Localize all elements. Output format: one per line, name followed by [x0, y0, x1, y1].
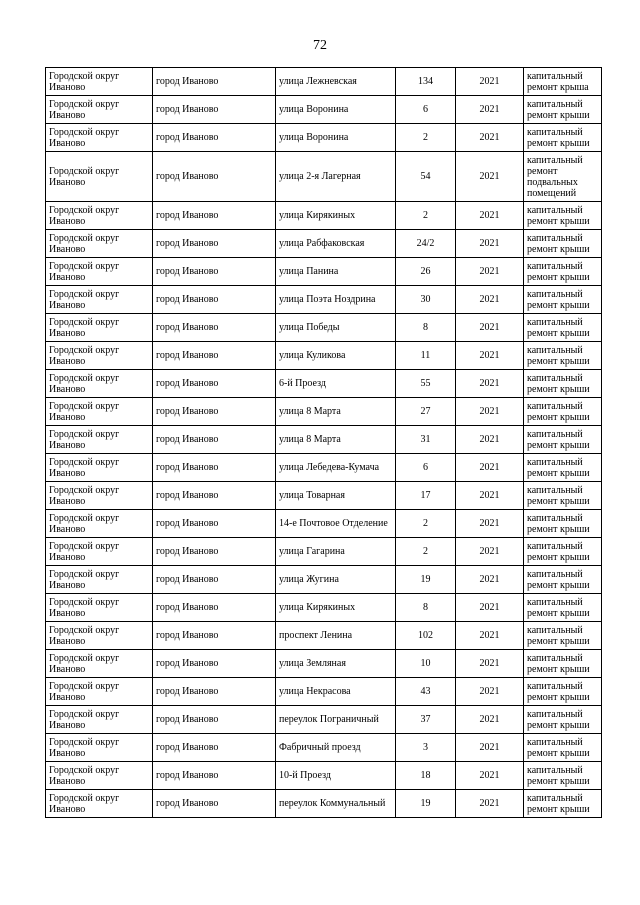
- street-cell: улица Кирякиных: [276, 202, 396, 230]
- year-cell: 2021: [456, 454, 524, 482]
- street-cell: улица 2-я Лагерная: [276, 152, 396, 202]
- house-number-cell: 30: [396, 286, 456, 314]
- city-cell: город Иваново: [153, 622, 276, 650]
- work-type-cell: капитальный ремонт крыши: [524, 314, 602, 342]
- house-number-cell: 10: [396, 650, 456, 678]
- street-cell: улица Кирякиных: [276, 594, 396, 622]
- city-cell: город Иваново: [153, 706, 276, 734]
- district-cell: Городской округ Иваново: [46, 202, 153, 230]
- year-cell: 2021: [456, 258, 524, 286]
- street-cell: улица Поэта Ноздрина: [276, 286, 396, 314]
- street-cell: улица Победы: [276, 314, 396, 342]
- table-row: [46, 68, 602, 96]
- city-cell: город Иваново: [153, 286, 276, 314]
- year-cell: 2021: [456, 152, 524, 202]
- work-type-cell: капитальный ремонт крыши: [524, 650, 602, 678]
- house-number-cell: 2: [396, 510, 456, 538]
- district-cell: Городской округ Иваново: [46, 622, 153, 650]
- city-cell: город Иваново: [153, 538, 276, 566]
- work-type-cell: капитальный ремонт крыша: [524, 68, 602, 96]
- district-cell: Городской округ Иваново: [46, 426, 153, 454]
- district-cell: Городской округ Иваново: [46, 678, 153, 706]
- district-cell: Городской округ Иваново: [46, 482, 153, 510]
- district-cell: Городской округ Иваново: [46, 124, 153, 152]
- street-cell: улица Куликова: [276, 342, 396, 370]
- table-row: [46, 426, 602, 454]
- district-cell: Городской округ Иваново: [46, 314, 153, 342]
- city-cell: город Иваново: [153, 124, 276, 152]
- work-type-cell: капитальный ремонт крыши: [524, 622, 602, 650]
- table-row: [46, 370, 602, 398]
- work-type-cell: капитальный ремонт крыши: [524, 426, 602, 454]
- house-number-cell: 6: [396, 454, 456, 482]
- district-cell: Городской округ Иваново: [46, 650, 153, 678]
- table-row: [46, 482, 602, 510]
- district-cell: Городской округ Иваново: [46, 706, 153, 734]
- work-type-cell: капитальный ремонт крыши: [524, 96, 602, 124]
- work-type-cell: капитальный ремонт крыши: [524, 454, 602, 482]
- table-row: [46, 734, 602, 762]
- house-number-cell: 102: [396, 622, 456, 650]
- table-row: [46, 342, 602, 370]
- work-type-cell: капитальный ремонт крыши: [524, 258, 602, 286]
- house-number-cell: 24/2: [396, 230, 456, 258]
- city-cell: город Иваново: [153, 790, 276, 818]
- street-cell: проспект Ленина: [276, 622, 396, 650]
- work-type-cell: капитальный ремонт крыши: [524, 286, 602, 314]
- year-cell: 2021: [456, 426, 524, 454]
- year-cell: 2021: [456, 594, 524, 622]
- table-row: [46, 230, 602, 258]
- district-cell: Городской округ Иваново: [46, 594, 153, 622]
- house-number-cell: 19: [396, 790, 456, 818]
- city-cell: город Иваново: [153, 678, 276, 706]
- house-number-cell: 27: [396, 398, 456, 426]
- house-number-cell: 8: [396, 594, 456, 622]
- district-cell: Городской округ Иваново: [46, 342, 153, 370]
- work-type-cell: капитальный ремонт крыши: [524, 594, 602, 622]
- street-cell: улица Лежневская: [276, 68, 396, 96]
- table-row: [46, 566, 602, 594]
- street-cell: 6-й Проезд: [276, 370, 396, 398]
- work-type-cell: капитальный ремонт крыши: [524, 566, 602, 594]
- city-cell: город Иваново: [153, 482, 276, 510]
- city-cell: город Иваново: [153, 398, 276, 426]
- street-cell: улица Некрасова: [276, 678, 396, 706]
- house-number-cell: 37: [396, 706, 456, 734]
- year-cell: 2021: [456, 482, 524, 510]
- table-row: [46, 454, 602, 482]
- district-cell: Городской округ Иваново: [46, 734, 153, 762]
- year-cell: 2021: [456, 566, 524, 594]
- table-row: [46, 622, 602, 650]
- work-type-cell: капитальный ремонт крыши: [524, 230, 602, 258]
- street-cell: улица Воронина: [276, 124, 396, 152]
- city-cell: город Иваново: [153, 258, 276, 286]
- table-row: [46, 790, 602, 818]
- work-type-cell: капитальный ремонт крыши: [524, 482, 602, 510]
- house-number-cell: 3: [396, 734, 456, 762]
- street-cell: улица Земляная: [276, 650, 396, 678]
- work-type-cell: капитальный ремонт крыши: [524, 790, 602, 818]
- house-number-cell: 18: [396, 762, 456, 790]
- house-number-cell: 19: [396, 566, 456, 594]
- year-cell: 2021: [456, 650, 524, 678]
- page-number: 72: [313, 38, 327, 53]
- year-cell: 2021: [456, 68, 524, 96]
- year-cell: 2021: [456, 762, 524, 790]
- table-row: [46, 258, 602, 286]
- table-row: [46, 398, 602, 426]
- district-cell: Городской округ Иваново: [46, 454, 153, 482]
- year-cell: 2021: [456, 790, 524, 818]
- city-cell: город Иваново: [153, 202, 276, 230]
- street-cell: улица Панина: [276, 258, 396, 286]
- house-number-cell: 11: [396, 342, 456, 370]
- district-cell: Городской округ Иваново: [46, 538, 153, 566]
- district-cell: Городской округ Иваново: [46, 370, 153, 398]
- city-cell: город Иваново: [153, 152, 276, 202]
- district-cell: Городской округ Иваново: [46, 230, 153, 258]
- district-cell: Городской округ Иваново: [46, 96, 153, 124]
- district-cell: Городской округ Иваново: [46, 762, 153, 790]
- year-cell: 2021: [456, 370, 524, 398]
- house-number-cell: 8: [396, 314, 456, 342]
- house-number-cell: 55: [396, 370, 456, 398]
- street-cell: 14-е Почтовое Отделение: [276, 510, 396, 538]
- year-cell: 2021: [456, 314, 524, 342]
- year-cell: 2021: [456, 510, 524, 538]
- district-cell: Городской округ Иваново: [46, 152, 153, 202]
- house-number-cell: 31: [396, 426, 456, 454]
- street-cell: улица Воронина: [276, 96, 396, 124]
- year-cell: 2021: [456, 398, 524, 426]
- table-row: [46, 594, 602, 622]
- work-type-cell: капитальный ремонт подвальных помещений: [524, 152, 602, 202]
- district-cell: Городской округ Иваново: [46, 510, 153, 538]
- table-row: [46, 96, 602, 124]
- house-number-cell: 17: [396, 482, 456, 510]
- street-cell: улица Лебедева-Кумача: [276, 454, 396, 482]
- work-type-cell: капитальный ремонт крыши: [524, 762, 602, 790]
- year-cell: 2021: [456, 124, 524, 152]
- street-cell: Фабричный проезд: [276, 734, 396, 762]
- work-type-cell: капитальный ремонт крыши: [524, 124, 602, 152]
- city-cell: город Иваново: [153, 426, 276, 454]
- works-table: [45, 67, 602, 818]
- table-row: [46, 706, 602, 734]
- city-cell: город Иваново: [153, 230, 276, 258]
- street-cell: улица Жугина: [276, 566, 396, 594]
- year-cell: 2021: [456, 230, 524, 258]
- street-cell: улица Товарная: [276, 482, 396, 510]
- district-cell: Городской округ Иваново: [46, 286, 153, 314]
- house-number-cell: 26: [396, 258, 456, 286]
- year-cell: 2021: [456, 678, 524, 706]
- house-number-cell: 2: [396, 124, 456, 152]
- district-cell: Городской округ Иваново: [46, 398, 153, 426]
- table-row: [46, 124, 602, 152]
- street-cell: улица 8 Марта: [276, 426, 396, 454]
- table-row: [46, 538, 602, 566]
- year-cell: 2021: [456, 96, 524, 124]
- city-cell: город Иваново: [153, 510, 276, 538]
- work-type-cell: капитальный ремонт крыши: [524, 510, 602, 538]
- house-number-cell: 134: [396, 68, 456, 96]
- city-cell: город Иваново: [153, 454, 276, 482]
- street-cell: улица Рабфаковская: [276, 230, 396, 258]
- work-type-cell: капитальный ремонт крыши: [524, 370, 602, 398]
- table-row: [46, 510, 602, 538]
- street-cell: улица 8 Марта: [276, 398, 396, 426]
- table-row: [46, 202, 602, 230]
- district-cell: Городской округ Иваново: [46, 566, 153, 594]
- table-row: [46, 650, 602, 678]
- house-number-cell: 2: [396, 202, 456, 230]
- city-cell: город Иваново: [153, 314, 276, 342]
- house-number-cell: 43: [396, 678, 456, 706]
- street-cell: переулок Пограничный: [276, 706, 396, 734]
- house-number-cell: 2: [396, 538, 456, 566]
- work-type-cell: капитальный ремонт крыши: [524, 202, 602, 230]
- street-cell: 10-й Проезд: [276, 762, 396, 790]
- year-cell: 2021: [456, 734, 524, 762]
- year-cell: 2021: [456, 342, 524, 370]
- year-cell: 2021: [456, 202, 524, 230]
- table-row: [46, 678, 602, 706]
- house-number-cell: 6: [396, 96, 456, 124]
- work-type-cell: капитальный ремонт крыши: [524, 398, 602, 426]
- city-cell: город Иваново: [153, 650, 276, 678]
- table-row: [46, 762, 602, 790]
- year-cell: 2021: [456, 706, 524, 734]
- street-cell: улица Гагарина: [276, 538, 396, 566]
- district-cell: Городской округ Иваново: [46, 258, 153, 286]
- year-cell: 2021: [456, 538, 524, 566]
- city-cell: город Иваново: [153, 594, 276, 622]
- house-number-cell: 54: [396, 152, 456, 202]
- work-type-cell: капитальный ремонт крыши: [524, 678, 602, 706]
- district-cell: Городской округ Иваново: [46, 790, 153, 818]
- year-cell: 2021: [456, 622, 524, 650]
- city-cell: город Иваново: [153, 342, 276, 370]
- city-cell: город Иваново: [153, 68, 276, 96]
- work-type-cell: капитальный ремонт крыши: [524, 538, 602, 566]
- work-type-cell: капитальный ремонт крыши: [524, 342, 602, 370]
- city-cell: город Иваново: [153, 762, 276, 790]
- city-cell: город Иваново: [153, 566, 276, 594]
- table-row: [46, 152, 602, 202]
- street-cell: переулок Коммунальный: [276, 790, 396, 818]
- district-cell: Городской округ Иваново: [46, 68, 153, 96]
- work-type-cell: капитальный ремонт крыши: [524, 734, 602, 762]
- city-cell: город Иваново: [153, 734, 276, 762]
- work-type-cell: капитальный ремонт крыши: [524, 706, 602, 734]
- year-cell: 2021: [456, 286, 524, 314]
- city-cell: город Иваново: [153, 96, 276, 124]
- city-cell: город Иваново: [153, 370, 276, 398]
- table-row: [46, 314, 602, 342]
- table-body: [46, 68, 602, 818]
- table-row: [46, 286, 602, 314]
